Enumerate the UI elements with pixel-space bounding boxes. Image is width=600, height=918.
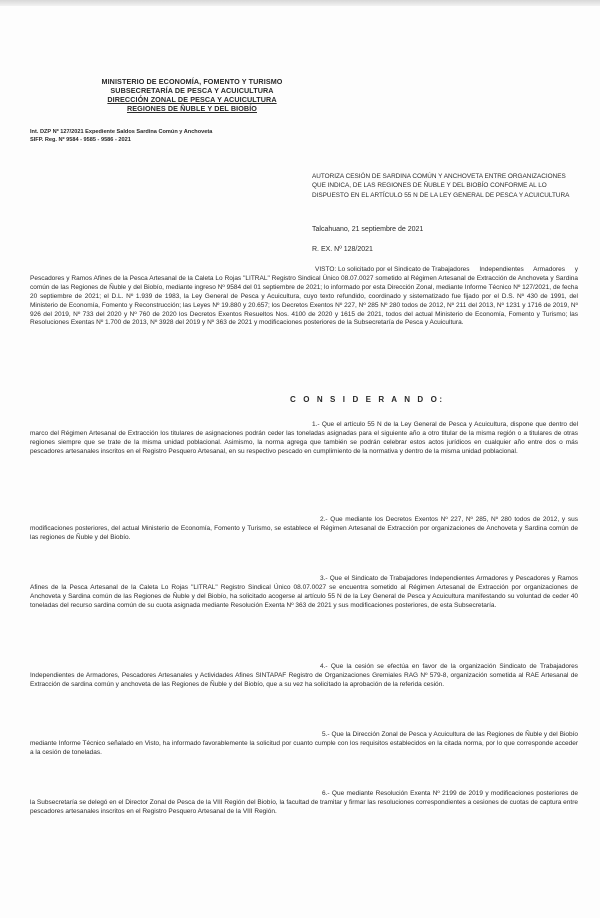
considerando-3 — [30, 575, 578, 611]
considerando-6 — [30, 790, 578, 817]
considerando-body: Acuicultura, dispone que dentro del marco del Régimen Artesanal de Extracción los titulares de asignaciones podrán ceder las toneladas asignadas para el siguiente año a otro titular de la misma región o a titulares de otras regiones siempre que se trate de la misma unidad poblacional. Asimismo, la norma agrega que también se podrán celebrar estos actos jurídicos en cualquier año entre dos o más pescadores artesanales inscritos en el Registro Pesquero Artesanal, en su respectivo pescado en cumplimiento de la normativa y dentro de la misma unidad poblacional. — [30, 421, 579, 455]
considerando-body: Regiones de Ñuble y del Biobío mediante Informe Técnico señalado en Visto, ha informado favorablemente la solicitud por cuanto cumple con los requisitos establecidos en la citada norma, por lo que corresponde acceder a la cesión de toneladas. — [30, 731, 578, 756]
visto-paragraph — [30, 266, 578, 328]
zonal-directorate-line: DIRECCIÓN ZONAL DE PESCA Y ACUICULTURA — [107, 95, 277, 104]
considerando-body: modificaciones posteriores de la Subsecretaría se delegó en el Director Zonal de Pesca de la VIII Región del Biobío, la facultad de tramitar y firmar las resoluciones correspondientes a cesiones de cuotas de captura entre pescadores artesanales inscritos en el Registro Pesquero Artesanal de la VIII Región. — [30, 790, 578, 815]
visto-body: Independientes Armadores y Pescadores y Ramos Afines de la Pesca Artesanal de la Caleta Lo Rojas "LITRAL" Registro Sindical Único 08.07.0027 sometido al Régimen Artesanal de Extracción de Anchoveta y Sardina común de las Regiones de Ñuble y del Biobío, mediante ingreso Nº 9584 del 01 septiembre de 2021; lo informado por esta Dirección Zonal, mediante Informe Técnico Nº 127/2021, de fecha 20 septiembre de 2021; el D.L. Nº 1.939 de 1983, la Ley General de Pesca y Acuicultura, cuyo texto refundido, coordinado y sistematizado fue fijado por el D.S. Nº 430 de 1991, del Ministerio de Economía, Fomento y Reconstrucción; las Leyes Nº 19.880 y 20.657; los Decretos Exentos Nº 227, Nº 285 Nº 280 todos de 2012, Nº 211 del 2013, Nº 1231 y 1716 de 2019, Nº 926 del 2019, Nº 733 del 2020 y Nº 760 de 2020 los Decretos Exentos Resueltos Nos. 4100 de 2020 y 1615 de 2021, todos del actual Ministerio de Economía, Fomento y Turismo; las Resoluciones Exentas Nº 1.700 de 2013, Nº 3928 del 2019 y Nº 363 de 2021 y modificaciones posteriores de la Subsecretaría de Pesca y Acuicultura. — [30, 266, 578, 327]
considerando-body: Armadores y Pescadores y Ramos Afines de la Pesca Artesanal de la Caleta Lo Rojas "LITRAL" Registro Sindical Único 08.07.0027 se encuentra sometido al Régimen Artesanal de Extracción por organizaciones de Anchoveta y Sardina común de las Regiones de Ñuble y del Biobío, ha solicitado acogerse al artículo 55 N de la Ley General de Pesca y Acuicultura manifestando su voluntad de ceder 40 toneladas del recurso sardina común de su cuota asignada mediante Resolución Exenta Nº 363 de 2021 y sus modificaciones posteriores, de esta Subsecretaría. — [30, 575, 578, 609]
visto-lead: VISTO: Lo solicitado por el Sindicato de Trabajadores — [315, 266, 470, 273]
considerando-title: C O N S I D E R A N D O: — [290, 395, 445, 404]
letterhead — [82, 77, 302, 113]
considerando-body: Sindicato de Trabajadores Independientes de Armadores, Pescadores Artesanales y Actividades Afines SINTAPAF Registro de Organizaciones Gremiales RAG Nº 579-8, organización sometida al RAE Artesanal de Extracción de sardina común y anchoveta de las Regiones de Ñuble y del Biobío, que a su vez ha solicitado la aprobación de la referida cesión. — [30, 663, 578, 688]
undersecretariat-line: SUBSECRETARÍA DE PESCA Y ACUICULTURA — [110, 86, 274, 95]
considerando-lead: 5.- Que la Dirección Zonal de Pesca y Acuicultura de las — [322, 731, 485, 738]
ministry-line: MINISTERIO DE ECONOMÍA, FOMENTO Y TURISMO — [101, 77, 283, 86]
considerando-2 — [30, 516, 578, 543]
place-date: Talcahuano, 21 septiembre de 2021 — [312, 226, 424, 233]
considerando-lead: 2.- Que mediante los Decretos Exentos Nº 227, Nº 285, Nº — [320, 516, 499, 523]
considerando-lead: 3.- Que el Sindicato de Trabajadores Independientes — [320, 575, 475, 582]
scan-edge — [0, 0, 600, 6]
considerando-lead: 1.- Que el artículo 55 N de la Ley General de Pesca y — [312, 421, 473, 428]
reference-line: Int. DZP Nº 127/2021 Expediente Saldos Sardina Común y Anchoveta — [30, 129, 213, 135]
considerando-1 — [30, 421, 578, 457]
regions-line: REGIONES DE ÑUBLE Y DEL BIOBÍO — [126, 104, 257, 113]
reference-block — [30, 129, 300, 144]
resolution-subject: AUTORIZA CESIÓN DE SARDINA COMÚN Y ANCHOVETA ENTRE ORGANIZACIONES QUE INDICA, DE LAS REGIONES DE ÑUBLE Y DEL BIOBÍO CONFORME AL LO DISPUESTO EN EL ARTÍCULO 55 N DE LA LEY GENERAL DE PESCA Y ACUICULTURA — [312, 173, 570, 199]
reference-line: SIFP. Reg. Nº 9584 - 9585 - 9586 - 2021 — [30, 136, 131, 143]
considerando-4 — [30, 663, 578, 690]
considerando-5 — [30, 731, 578, 758]
considerando-body: 280 todos de 2012, y sus modificaciones posteriores, del actual Ministerio de Economía, Fomento y Turismo, se establece el Régimen Artesanal de Extracción por organizaciones de Anchoveta y Sardina común de las regiones de Ñuble y del Biobío. — [30, 516, 578, 541]
considerando-lead: 6.- Que mediante Resolución Exenta Nº 2199 de 2019 y — [322, 790, 489, 797]
considerando-lead: 4.- Que la cesión se efectúa en favor de la organización — [320, 663, 497, 670]
resolution-number: R. EX. Nº 128/2021 — [312, 246, 373, 253]
